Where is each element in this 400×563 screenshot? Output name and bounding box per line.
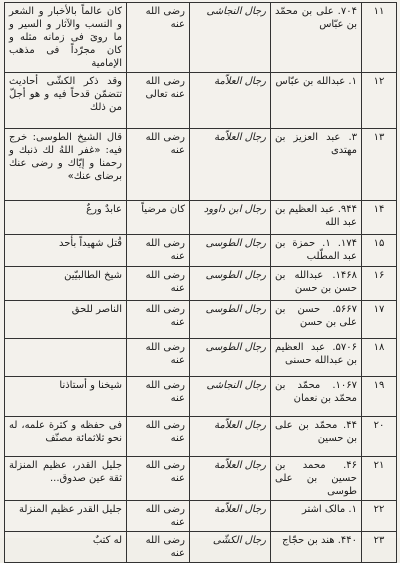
source-book: رجال الطوسى: [190, 339, 271, 377]
honorific-phrase: رضى الله عنه: [127, 457, 190, 501]
narrator-name: ١٠۶٧. محمّد بن محمّد بن نعمان: [271, 377, 362, 417]
row-number: ٢١: [362, 457, 397, 501]
honorific-phrase: رضى الله عنه: [127, 129, 190, 201]
honorific-phrase: رضى الله عنه: [127, 417, 190, 457]
row-number: ٢٠: [362, 417, 397, 457]
table-row: [5, 339, 397, 377]
honorific-phrase: رضى الله عنه: [127, 339, 190, 377]
source-book: رجال العلاّمة: [190, 417, 271, 457]
source-book: رجال الطوسى: [190, 267, 271, 301]
narrator-name: ۴۴. محمّد بن على بن حسين: [271, 417, 362, 457]
source-book: رجال ابن داوود: [190, 201, 271, 235]
honorific-phrase: رضى الله عنه: [127, 235, 190, 267]
source-book: رجال النجاشى: [190, 3, 271, 73]
honorific-phrase: رضى الله عنه: [127, 301, 190, 339]
row-number: ٢٣: [362, 532, 397, 563]
honorific-phrase: رضى الله عنه: [127, 267, 190, 301]
table-row: [5, 201, 397, 235]
row-number: ١٢: [362, 73, 397, 129]
table-row: [5, 417, 397, 457]
table-row: [5, 532, 397, 563]
row-number: ١٧: [362, 301, 397, 339]
description: قال الشيخ الطوسى: خرج فيه: «غفر اللهُ لك ذنبك و رحمنا و إيّاك و رضى عنك برضاى عنك»: [5, 129, 127, 201]
narrator-name: ١. عبدالله بن عبّاس: [271, 73, 362, 129]
row-number: ١۴: [362, 201, 397, 235]
source-book: رجال العلاّمة: [190, 457, 271, 501]
description: جليل القدر، عظيم المنزلة ثقة عين صدوق...: [5, 457, 127, 501]
description: شيخ الطالبيّين: [5, 267, 127, 301]
narrator-name: ١. مالک اشتر: [271, 501, 362, 532]
description: له كتبٌ: [5, 532, 127, 563]
source-book: رجال الكشّى: [190, 532, 271, 563]
description: فى حفظه و كثرة علمه، له نحو ثلاثمائة مصنّف: [5, 417, 127, 457]
table-row: [5, 377, 397, 417]
narrator-name: ۴۴٠. هند بن حجّاج: [271, 532, 362, 563]
description: جليل القدر عظيم المنزلة: [5, 501, 127, 532]
description: شيخنا و أستاذنا: [5, 377, 127, 417]
source-book: رجال النجاشى: [190, 377, 271, 417]
honorific-phrase: رضى الله عنه: [127, 377, 190, 417]
honorific-phrase: رضى الله عنه تعالى: [127, 73, 190, 129]
row-number: ١۶: [362, 267, 397, 301]
row-number: ١۵: [362, 235, 397, 267]
narrator-name: ۴۶. محمد بن حسين بن على طوسى: [271, 457, 362, 501]
table-row: [5, 73, 397, 129]
table-row: [5, 301, 397, 339]
honorific-phrase: كان مرضياً: [127, 201, 190, 235]
honorific-phrase: رضى الله عنه: [127, 3, 190, 73]
description: كان عالماً بالأخبار و الشعر و النسب والآثار و السير و ما روىَ فى زمانه مثله و كان مجرّداً فى مذهب الإمامية: [5, 3, 127, 73]
description: الناصر للحق: [5, 301, 127, 339]
biography-table: [4, 2, 397, 563]
description: وقد ذكر الكشّى أحاديث تتضمّن قدحاً فيه و هو أجلّ من ذلك: [5, 73, 127, 129]
source-book: رجال العلاّمة: [190, 129, 271, 201]
row-number: ٢٢: [362, 501, 397, 532]
row-number: ١٣: [362, 129, 397, 201]
table-row: [5, 235, 397, 267]
source-book: رجال العلاّمة: [190, 73, 271, 129]
narrator-name: ١٧۴. ١. حمزة بن عبد المطّلب: [271, 235, 362, 267]
honorific-phrase: رضى الله عنه: [127, 532, 190, 563]
row-number: ١٨: [362, 339, 397, 377]
source-book: رجال الطوسى: [190, 301, 271, 339]
source-book: رجال العلاّمة: [190, 501, 271, 532]
description: [5, 339, 127, 377]
table-row: [5, 267, 397, 301]
table-row: [5, 457, 397, 501]
source-book: رجال الطوسى: [190, 235, 271, 267]
narrator-name: ۵٧٠۶. عبد العظيم بن عبدالله حسنى: [271, 339, 362, 377]
narrator-name: ٩۴۴. عبد العظيم بن عبد الله: [271, 201, 362, 235]
narrator-name: ٣. عبد العزيز بن مهتدى: [271, 129, 362, 201]
narrator-name: ١۴۶٨. عبدالله بن حسن بن حسن: [271, 267, 362, 301]
row-number: ١٩: [362, 377, 397, 417]
narrator-name: ۵۶۶٧. حسن بن على بن حسن: [271, 301, 362, 339]
description: عابدٌ ورعٌ: [5, 201, 127, 235]
table-row: [5, 129, 397, 201]
description: قُتل شهيداً بأحد: [5, 235, 127, 267]
table-row: [5, 3, 397, 73]
table-row: [5, 501, 397, 532]
row-number: ١١: [362, 3, 397, 73]
honorific-phrase: رضى الله عنه: [127, 501, 190, 532]
narrator-name: ٧٠۴. على بن محمّد بن عبّاس: [271, 3, 362, 73]
